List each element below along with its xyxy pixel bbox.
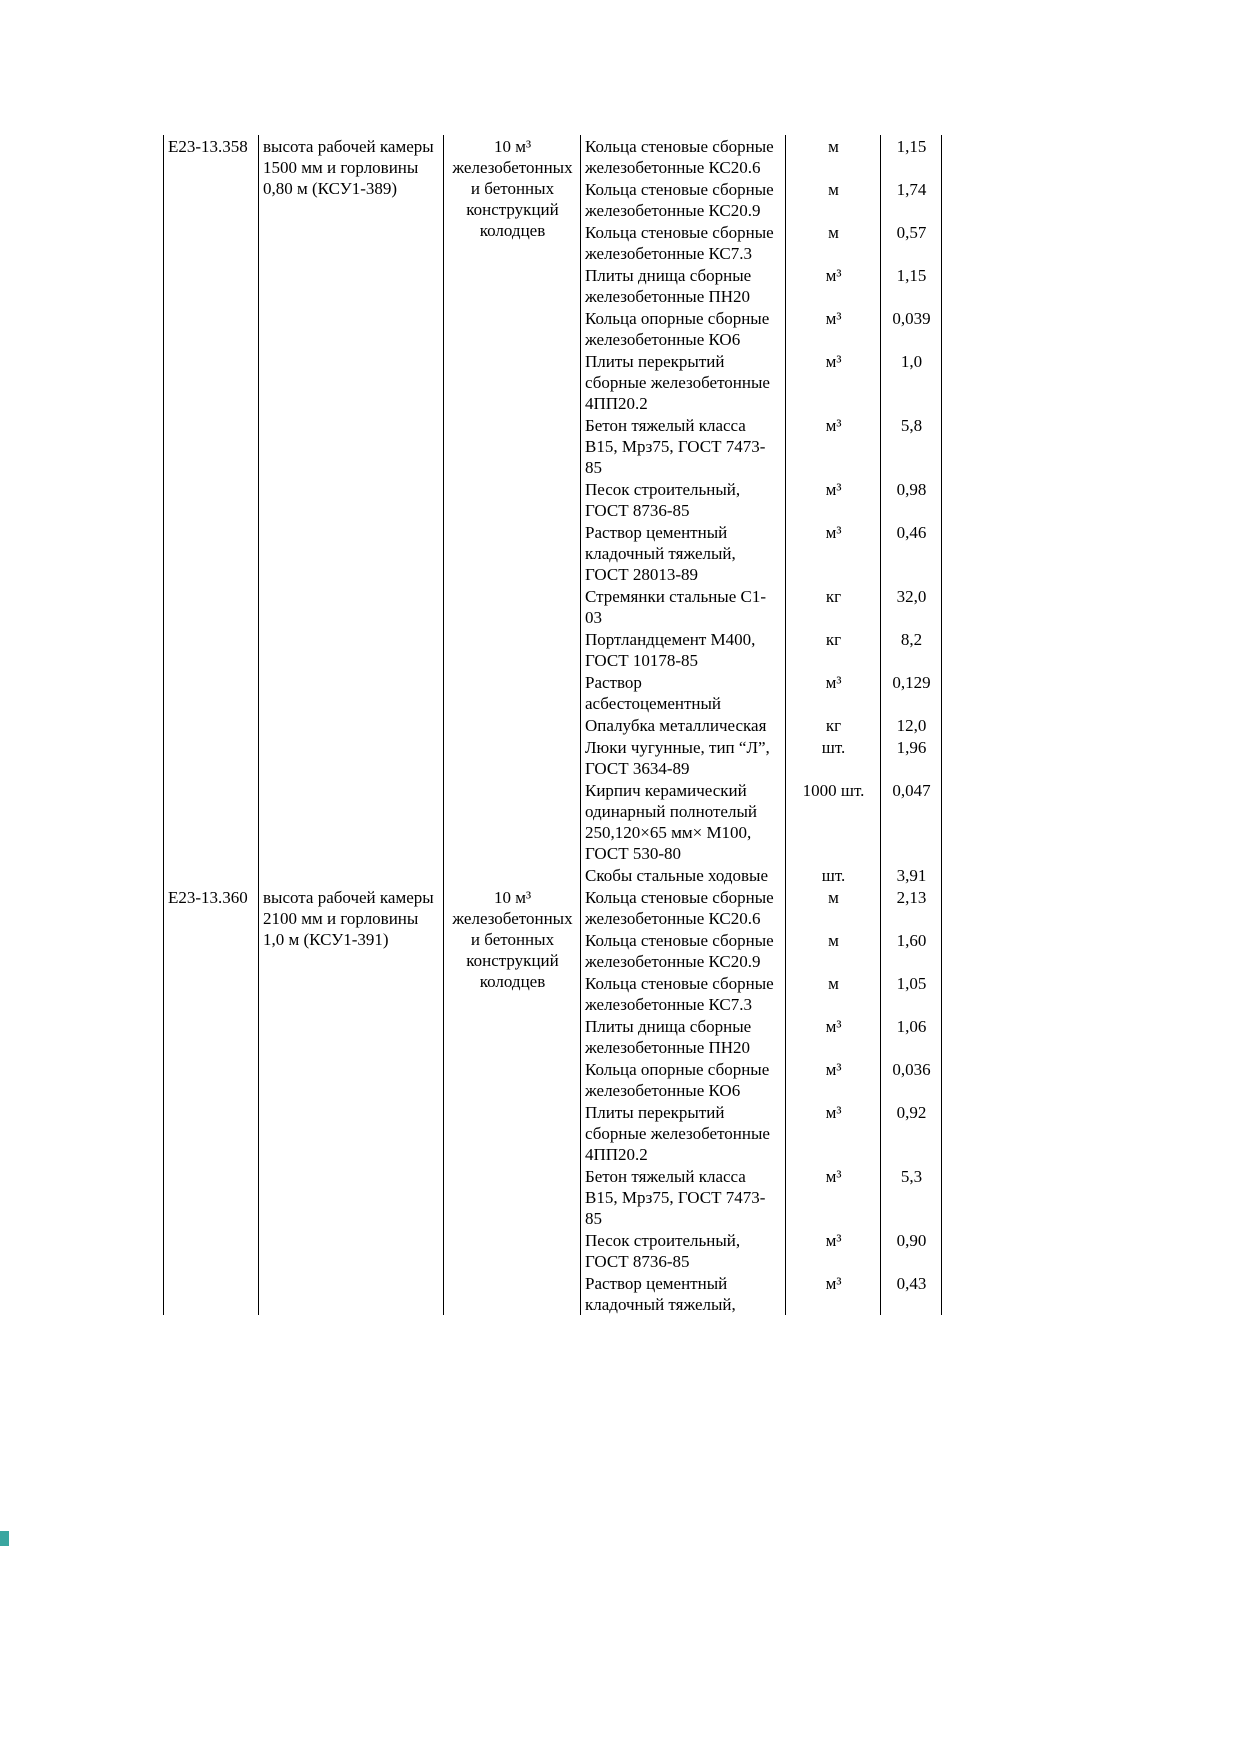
unit-cell: м³ bbox=[786, 521, 881, 585]
value-cell: 1,06 bbox=[881, 1015, 942, 1058]
material-name-cell: Кольца стеновые сборные железобетонные КС20.6 bbox=[581, 135, 786, 178]
measure-cell: 10 м³ железобетонных и бетонных конструкций колодцев bbox=[444, 886, 581, 1315]
unit-cell: м³ bbox=[786, 264, 881, 307]
material-name-cell: Плиты перекрытий сборные железобетонные 4ПП20.2 bbox=[581, 1101, 786, 1165]
material-name-cell: Плиты днища сборные железобетонные ПН20 bbox=[581, 264, 786, 307]
value-cell: 1,96 bbox=[881, 736, 942, 779]
material-name-cell: Песок строительный, ГОСТ 8736-85 bbox=[581, 478, 786, 521]
material-name-cell: Раствор цементный кладочный тяжелый, bbox=[581, 1272, 786, 1315]
material-name-cell: Кольца опорные сборные железобетонные КО6 bbox=[581, 307, 786, 350]
material-name-cell: Кольца стеновые сборные железобетонные КС20.6 bbox=[581, 886, 786, 929]
material-name-cell: Опалубка металлическая bbox=[581, 714, 786, 736]
unit-cell: кг bbox=[786, 714, 881, 736]
unit-cell: м³ bbox=[786, 1229, 881, 1272]
unit-cell: м bbox=[786, 972, 881, 1015]
material-name-cell: Скобы стальные ходовые bbox=[581, 864, 786, 886]
value-cell: 1,0 bbox=[881, 350, 942, 414]
value-cell: 12,0 bbox=[881, 714, 942, 736]
unit-cell: м bbox=[786, 135, 881, 178]
value-cell: 0,43 bbox=[881, 1272, 942, 1315]
value-cell: 1,05 bbox=[881, 972, 942, 1015]
description-cell: высота рабочей камеры 2100 мм и горловины 1,0 м (КСУ1-391) bbox=[259, 886, 444, 1315]
value-cell: 1,74 bbox=[881, 178, 942, 221]
material-name-cell: Кольца стеновые сборные железобетонные КС20.9 bbox=[581, 929, 786, 972]
material-name-cell: Кольца стеновые сборные железобетонные КС7.3 bbox=[581, 221, 786, 264]
material-name-cell: Бетон тяжелый класса В15, Мрз75, ГОСТ 7473-85 bbox=[581, 1165, 786, 1229]
material-name-cell: Кольца опорные сборные железобетонные КО6 bbox=[581, 1058, 786, 1101]
unit-cell: м³ bbox=[786, 307, 881, 350]
code-cell: Е23-13.358 bbox=[164, 135, 259, 886]
unit-cell: м³ bbox=[786, 1058, 881, 1101]
description-cell: высота рабочей камеры 1500 мм и горловины 0,80 м (КСУ1-389) bbox=[259, 135, 444, 886]
unit-cell: шт. bbox=[786, 864, 881, 886]
material-name-cell: Портландцемент М400, ГОСТ 10178-85 bbox=[581, 628, 786, 671]
unit-cell: м³ bbox=[786, 1272, 881, 1315]
material-row bbox=[164, 135, 942, 178]
material-name-cell: Плиты перекрытий сборные железобетонные 4ПП20.2 bbox=[581, 350, 786, 414]
value-cell: 0,98 bbox=[881, 478, 942, 521]
material-name-cell: Кольца стеновые сборные железобетонные КС20.9 bbox=[581, 178, 786, 221]
material-name-cell: Люки чугунные, тип “Л”, ГОСТ 3634-89 bbox=[581, 736, 786, 779]
unit-cell: м³ bbox=[786, 350, 881, 414]
material-name-cell: Плиты днища сборные железобетонные ПН20 bbox=[581, 1015, 786, 1058]
unit-cell: м bbox=[786, 929, 881, 972]
value-cell: 5,8 bbox=[881, 414, 942, 478]
unit-cell: м³ bbox=[786, 671, 881, 714]
material-row bbox=[164, 886, 942, 929]
estimate-table-body bbox=[164, 135, 942, 1315]
value-cell: 0,57 bbox=[881, 221, 942, 264]
value-cell: 0,90 bbox=[881, 1229, 942, 1272]
unit-cell: шт. bbox=[786, 736, 881, 779]
value-cell: 8,2 bbox=[881, 628, 942, 671]
scan-artifact bbox=[0, 1531, 9, 1546]
unit-cell: м³ bbox=[786, 1101, 881, 1165]
unit-cell: м bbox=[786, 886, 881, 929]
value-cell: 1,60 bbox=[881, 929, 942, 972]
value-cell: 0,036 bbox=[881, 1058, 942, 1101]
value-cell: 0,039 bbox=[881, 307, 942, 350]
value-cell: 3,91 bbox=[881, 864, 942, 886]
material-name-cell: Бетон тяжелый класса В15, Мрз75, ГОСТ 7473-85 bbox=[581, 414, 786, 478]
value-cell: 32,0 bbox=[881, 585, 942, 628]
material-name-cell: Кирпич керамический одинарный полнотелый 250,120×65 мм× М100, ГОСТ 530-80 bbox=[581, 779, 786, 864]
value-cell: 0,92 bbox=[881, 1101, 942, 1165]
unit-cell: кг bbox=[786, 585, 881, 628]
unit-cell: м³ bbox=[786, 478, 881, 521]
value-cell: 1,15 bbox=[881, 264, 942, 307]
unit-cell: м bbox=[786, 221, 881, 264]
unit-cell: кг bbox=[786, 628, 881, 671]
material-name-cell: Раствор асбестоцементный bbox=[581, 671, 786, 714]
unit-cell: 1000 шт. bbox=[786, 779, 881, 864]
code-cell: Е23-13.360 bbox=[164, 886, 259, 1315]
value-cell: 0,46 bbox=[881, 521, 942, 585]
value-cell: 5,3 bbox=[881, 1165, 942, 1229]
material-name-cell: Песок строительный, ГОСТ 8736-85 bbox=[581, 1229, 786, 1272]
unit-cell: м³ bbox=[786, 1165, 881, 1229]
estimate-table bbox=[163, 135, 942, 1315]
value-cell: 0,129 bbox=[881, 671, 942, 714]
material-name-cell: Раствор цементный кладочный тяжелый, ГОСТ 28013-89 bbox=[581, 521, 786, 585]
unit-cell: м bbox=[786, 178, 881, 221]
value-cell: 0,047 bbox=[881, 779, 942, 864]
value-cell: 1,15 bbox=[881, 135, 942, 178]
material-name-cell: Кольца стеновые сборные железобетонные КС7.3 bbox=[581, 972, 786, 1015]
measure-cell: 10 м³ железобетонных и бетонных конструкций колодцев bbox=[444, 135, 581, 886]
value-cell: 2,13 bbox=[881, 886, 942, 929]
unit-cell: м³ bbox=[786, 414, 881, 478]
material-name-cell: Стремянки стальные С1-03 bbox=[581, 585, 786, 628]
unit-cell: м³ bbox=[786, 1015, 881, 1058]
